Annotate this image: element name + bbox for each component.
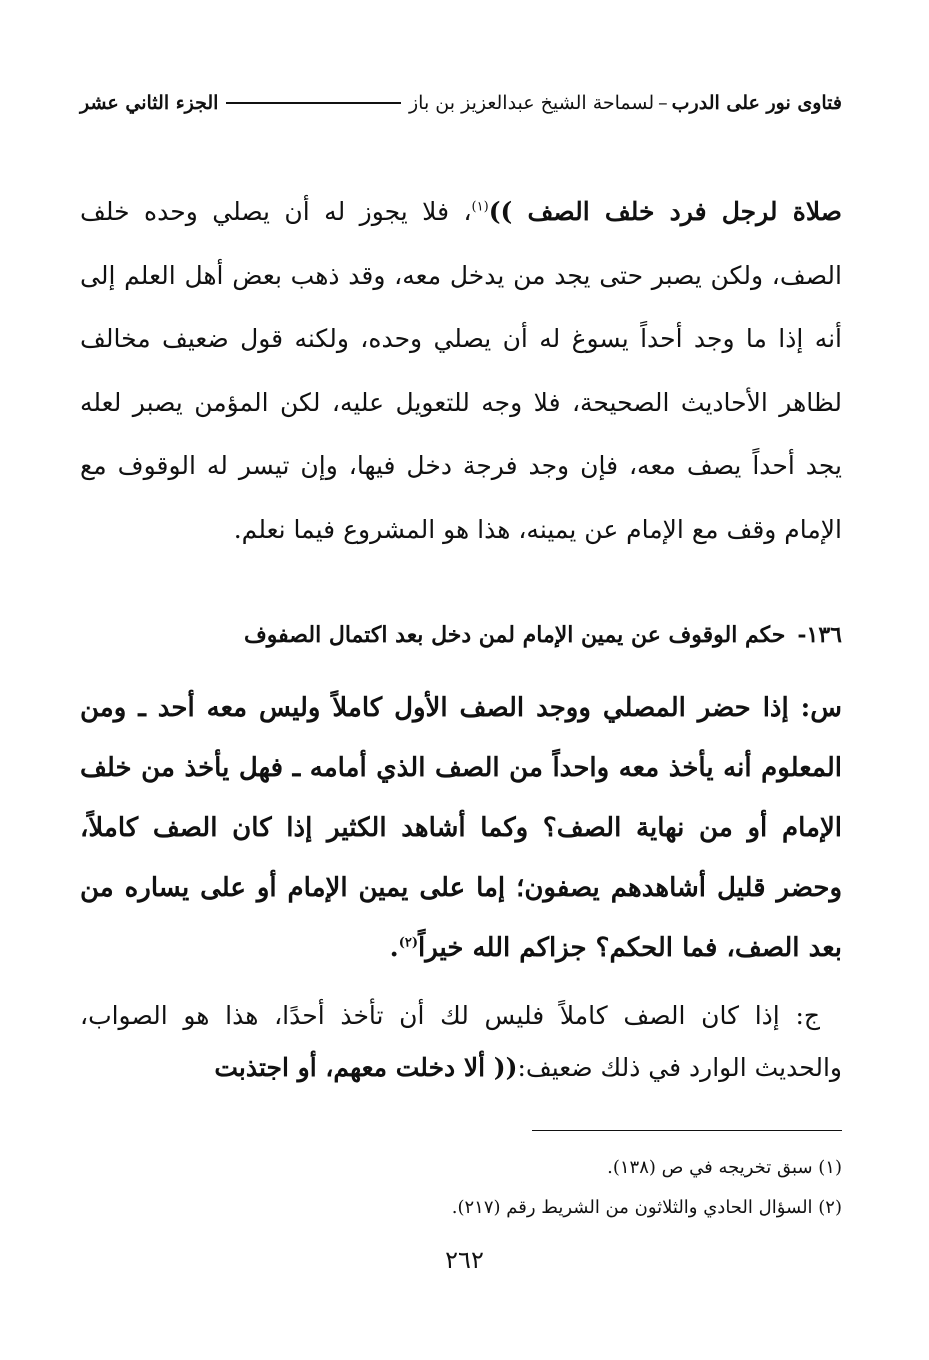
footnote-2: (٢) السؤال الحادي والثلاثون من الشريط رقم (٢١٧).	[451, 1197, 842, 1218]
answer-text: ج: إذا كان الصف كاملاً فليس لك أن تأخذ أحدًا، هذا هو الصواب، والحديث الوارد في ذلك ضعيف:	[80, 1001, 842, 1082]
section-number: ١٣٦-	[797, 622, 842, 648]
section-title: حكم الوقوف عن يمين الإمام لمن دخل بعد اكتمال الصفوف	[244, 622, 786, 648]
author-name: لسماحة الشيخ عبدالعزيز بن باز	[409, 92, 655, 114]
footnote-rule	[532, 1130, 842, 1131]
header-rule	[226, 102, 401, 104]
footnote-ref-1: (١)	[471, 199, 489, 215]
section-heading	[80, 615, 842, 655]
footnotes	[142, 1148, 842, 1228]
question-paragraph	[80, 678, 842, 978]
paragraph-continuation	[80, 180, 842, 561]
question-end: .	[389, 933, 399, 963]
header-separator: –	[658, 92, 668, 114]
part-label: الجزء الثاني عشر	[80, 92, 219, 114]
question-text: س: إذا حضر المصلي ووجد الصف الأول كاملاً وليس معه أحد ـ ومن المعلوم أنه يأخذ معه واحداً من الصف الذي أمامه ـ فهل يأخذ من خلف الإمام أو من نهاية الصف؟ وكما أشاهد الكثير إذا كان الصف كاملاً، وحضر قليل أشاهدهم يصفون؛ إما على يمين الإمام أو على يساره من بعد الصف، فما الحكم؟ جزاكم الله خيراً	[80, 693, 842, 963]
paragraph-text: ، فلا يجوز له أن يصلي وحده خلف الصف، ولكن يصبر حتى يجد من يدخل معه، وقد ذهب بعض أهل العلم إلى أنه إذا ما وجد أحداً يسوغ له أن يصلي وحده، ولكنه قول ضعيف مخالف لظاهر الأحاديث الصحيحة، فلا وجه للتعويل عليه، لكن المؤمن يصبر لعله يجد أحداً يصف معه، فإن وجد فرجة دخل فيها، وإن تيسر له الوقوف مع الإمام وقف مع الإمام عن يمينه، هذا هو المشروع فيما نعلم.	[80, 197, 842, 544]
answer-hadith-quote: (( ألا دخلت معهم، أو اجتذبت	[214, 1053, 518, 1082]
answer-paragraph	[80, 990, 842, 1094]
book-title: فتاوى نور على الدرب	[671, 92, 842, 114]
page-number: ٢٦٢	[445, 1246, 484, 1274]
footnote-ref-2: (٢)	[398, 935, 418, 951]
running-header	[80, 88, 842, 118]
footnote-1: (١) سبق تخريجه في ص (١٣٨).	[607, 1157, 842, 1178]
hadith-quote: صلاة لرجل فرد خلف الصف ))	[488, 197, 842, 226]
